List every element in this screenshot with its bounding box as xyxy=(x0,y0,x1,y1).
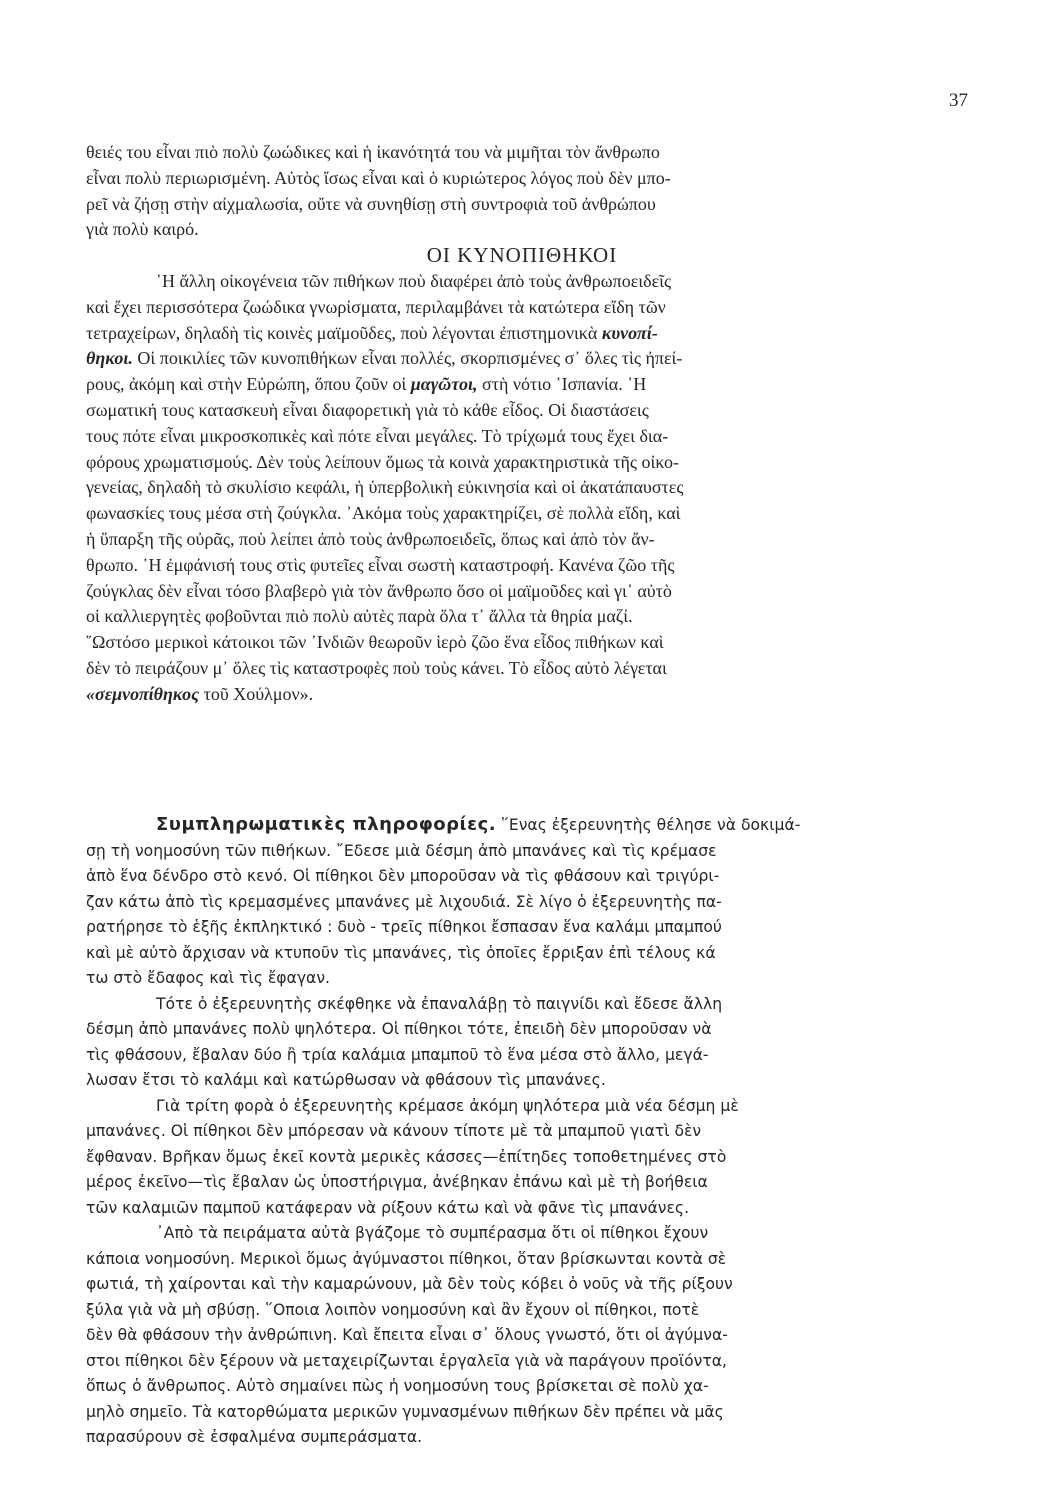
text-line: τὶς φθάσουν, ἔβαλαν δύο ἢ τρία καλάμια μπαμποῦ τὸ ἕνα μέσα στὸ ἄλλο, μεγά- xyxy=(86,1045,709,1064)
text-line: ᾽Απὸ τὰ πειράματα αὐτὰ βγάζομε τὸ συμπέρασμα ὅτι οἱ πίθηκοι ἔχουν xyxy=(156,1224,709,1242)
text-line: τους πότε εἶναι μικροσκοπικὲς καὶ πότε εἶναι μεγάλες. Τὸ τρίχωμά τους ἔχει δια- xyxy=(86,425,669,446)
text-segment: στὴ νότιο ῾Ισπανία. ῾Η xyxy=(477,374,647,395)
section-heading: ΟΙ ΚΥΝΟΠΙΘΗΚΟΙ xyxy=(426,243,618,268)
text-line: ξύλα γιὰ νὰ μὴ σβύσῃ. ῞Οποια λοιπὸν νοημοσύνη καὶ ἂν ἔχουν οἱ πίθηκοι, ποτὲ xyxy=(86,1300,700,1319)
text-segment: Οἱ ποικιλίες τῶν κυνοπιθήκων εἶναι πολλές, σκορπισμένες σ᾽ ὅλες τὶς ἠπεί- xyxy=(132,348,683,369)
text-line: δὲν θὰ φθάσουν τὴν ἀνθρώπινη. Καὶ ἔπειτα εἶναι σ᾽ ὅλους γνωστό, ὅτι οἱ ἀγύμνα- xyxy=(86,1326,728,1344)
text-line: ὅπως ὁ ἄνθρωπος. Αὐτὸ σημαίνει πὼς ἡ νοημοσύνη τους βρίσκεται σὲ πολὺ χα- xyxy=(86,1377,709,1395)
term-magotoi: μαγῶτοι, xyxy=(410,374,478,395)
main-text xyxy=(86,140,958,708)
text-line: ζούγκλας δὲν εἶναι τόσο βλαβερὸ γιὰ τὸν ἄνθρωπο ὅσο οἱ μαϊμοῦδες καὶ γι᾽ αὐτὸ xyxy=(86,580,672,601)
text-segment: τετραχείρων, δηλαδὴ τὶς κοινὲς μαϊμοῦδες, ποὺ λέγονται ἐπιστημονικὰ xyxy=(86,322,598,343)
term-kynopithikoi: κυνοπί- xyxy=(601,322,658,343)
text-line: οἱ καλλιεργητὲς φοβοῦνται πιὸ πολὺ αὐτὲς παρὰ ὅλα τ᾽ ἄλλα τὰ θηρία μαζί. xyxy=(86,606,633,627)
text-line: δὲν τὸ πειράζουν μ᾽ ὅλες τὶς καταστροφὲς ποὺ τοὺς κάνει. Τὸ εἶδος αὐτὸ λέγεται xyxy=(86,657,667,678)
text-line: τῶν καλαμιῶν παμποῦ κατάφεραν νὰ ρίξουν κάτω καὶ νὰ φᾶνε τὶς μπανάνες. xyxy=(86,1198,690,1217)
text-segment: τοῦ Χούλμον». xyxy=(199,683,314,704)
text-line: δέσμη ἀπὸ μπανάνες πολὺ ψηλότερα. Οἱ πίθηκοι τότε, ἐπειδὴ δὲν μποροῦσαν νὰ xyxy=(86,1020,712,1038)
text-line: λωσαν ἔτσι τὸ καλάμι καὶ κατώρθωσαν νὰ φθάσουν τὶς μπανάνες. xyxy=(86,1071,606,1089)
text-line: παρασύρουν σὲ ἐσφαλμένα συμπεράσματα. xyxy=(86,1428,423,1446)
text-line: γενείας, δηλαδὴ τὸ σκυλίσιο κεφάλι, ἡ ὑπερβολικὴ εὐκινησία καὶ οἱ ἀκατάπαυστες xyxy=(86,477,684,498)
text-line: ἀπὸ ἕνα δένδρο στὸ κενό. Οἱ πίθηκοι δὲν μποροῦσαν νὰ τὶς φθάσουν καὶ τριγύρι- xyxy=(86,867,720,885)
term-semnopithikos: «σεμνοπίθηκος xyxy=(86,683,200,704)
text-line: Τότε ὁ ἐξερευνητὴς σκέφθηκε νὰ ἐπαναλάβῃ τὸ παιγνίδι καὶ ἔδεσε ἄλλη xyxy=(156,994,723,1013)
text-line: ἔφθαναν. Βρῆκαν ὅμως ἐκεῖ κοντὰ μερικὲς κάσσες—ἐπίτηδες τοποθετημένες στὸ xyxy=(86,1147,727,1166)
supplementary-title: Συμπληρωματικὲς πληροφορίες. xyxy=(156,814,497,835)
text-line: ρεῖ νὰ ζήσῃ στὴν αἰχμαλωσία, οὔτε νὰ συνηθίσῃ στὴ συντροφιὰ τοῦ ἀνθρώπου xyxy=(86,193,656,214)
text-line xyxy=(86,812,958,839)
text-line xyxy=(86,346,958,372)
text-line: ῾Η ἄλλη οἰκογένεια τῶν πιθήκων ποὺ διαφέρει ἀπὸ τοὺς ἀνθρωποειδεῖς xyxy=(156,270,672,291)
text-line: γιὰ πολὺ καιρό. xyxy=(86,219,199,240)
text-line: Γιὰ τρίτη φορὰ ὁ ἐξερευνητὴς κρέμασε ἀκόμη ψηλότερα μιὰ νέα δέσμη μὲ xyxy=(156,1096,739,1115)
text-line: στοι πίθηκοι δὲν ξέρουν νὰ μεταχειρίζωνται ἐργαλεῖα γιὰ νὰ παράγουν προϊόντα, xyxy=(86,1351,727,1370)
text-line: ἡ ὕπαρξη τῆς οὐρᾶς, ποὺ λείπει ἀπὸ τοὺς ἀνθρωποειδεῖς, ὅπως καὶ ἀπὸ τὸν ἄν- xyxy=(86,528,655,549)
text-line: τω στὸ ἔδαφος καὶ τὶς ἔφαγαν. xyxy=(86,969,331,987)
text-line: ζαν κάτω ἀπὸ τὶς κρεμασμένες μπανάνες μὲ λιχουδιά. Σὲ λίγο ὁ ἐξερευνητὴς πα- xyxy=(86,892,722,911)
text-segment: ῞Ενας ἐξερευνητὴς θέλησε νὰ δοκιμά- xyxy=(496,816,801,834)
text-line: φόρους χρωματισμούς. Δὲν τοὺς λείπουν ὅμως τὰ κοινὰ χαρακτηριστικὰ τῆς οἰκο- xyxy=(86,451,680,472)
text-line: σῃ τὴ νοημοσύνη τῶν πιθήκων. ῎Εδεσε μιὰ δέσμη ἀπὸ μπανάνες καὶ τὶς κρέμασε xyxy=(86,841,717,860)
text-line: φωνασκίες τους μέσα στὴ ζούγκλα. ᾽Ακόμα τοὺς χαρακτηρίζει, σὲ πολλὰ εἴδη, καὶ xyxy=(86,503,681,524)
text-line: φωτιά, τὴ χαίρονται καὶ τὴν καμαρώνουν, μὰ δὲν τοὺς κόβει ὁ νοῦς νὰ τῆς ρίξουν xyxy=(86,1275,733,1293)
text-line: θρωπο. ῾Η ἐμφάνισή τους στὶς φυτεῖες εἶναι σωστὴ καταστροφή. Κανένα ζῶο τῆς xyxy=(86,554,675,575)
text-line: καὶ μὲ αὐτὸ ἄρχισαν νὰ κτυποῦν τὶς μπανάνες, τὶς ὁποῖες ἔρριξαν ἐπὶ τέλους κά xyxy=(86,943,716,962)
text-line: μπανάνες. Οἱ πίθηκοι δὲν μπόρεσαν νὰ κάνουν τίποτε μὲ τὰ μπαμποῦ γιατὶ δὲν xyxy=(86,1122,702,1140)
supplementary-text xyxy=(86,812,958,1451)
text-line: θειές του εἶναι πιὸ πολὺ ζωώδικες καὶ ἡ ἱκανότητά του νὰ μιμῆται τὸν ἄνθρωπο xyxy=(86,142,660,162)
text-line: κάποια νοημοσύνη. Μερικοὶ ὅμως ἀγύμναστοι πίθηκοι, ὅταν βρίσκωνται κοντὰ σὲ xyxy=(86,1249,727,1268)
text-line: ρατήρησε τὸ ἑξῆς ἐκπληκτικό : δυὸ - τρεῖς πίθηκοι ἔσπασαν ἕνα καλάμι μπαμπού xyxy=(86,918,722,936)
text-line xyxy=(86,682,958,708)
text-line: καὶ ἔχει περισσότερα ζωώδικα γνωρίσματα, περιλαμβάνει τὰ κατώτερα εἴδη τῶν xyxy=(86,296,666,317)
text-line: ῞Ωστόσο μερικοὶ κάτοικοι τῶν ᾽Ινδιῶν θεωροῦν ἱερὸ ζῶο ἕνα εἶδος πιθήκων καὶ xyxy=(86,632,664,653)
page-number: 37 xyxy=(949,90,968,111)
text-line: σωματική τους κατασκευὴ εἶναι διαφορετικὴ γιὰ τὸ κάθε εἶδος. Οἱ διαστάσεις xyxy=(86,399,649,420)
text-line xyxy=(86,321,958,347)
text-line: μηλὸ σημεῖο. Τὰ κατορθώματα μερικῶν γυμνασμένων πιθήκων δὲν πρέπει νὰ μᾶς xyxy=(86,1402,724,1421)
text-line: μέρος ἐκεῖνο—τὶς ἔβαλαν ὡς ὑποστήριγμα, ἀνέβηκαν ἐπάνω καὶ μὲ τὴ βοήθεια xyxy=(86,1173,708,1191)
text-segment: ρους, ἀκόμη καὶ στὴν Εὐρώπη, ὅπου ζοῦν οἱ xyxy=(86,374,407,395)
text-line: εἶναι πολὺ περιωρισμένη. Αὐτὸς ἴσως εἶναι καὶ ὁ κυριώτερος λόγος ποὺ δὲν μπο- xyxy=(86,167,671,188)
term-kynopithikoi-end: θηκοι. xyxy=(86,348,133,369)
text-line xyxy=(86,372,958,398)
